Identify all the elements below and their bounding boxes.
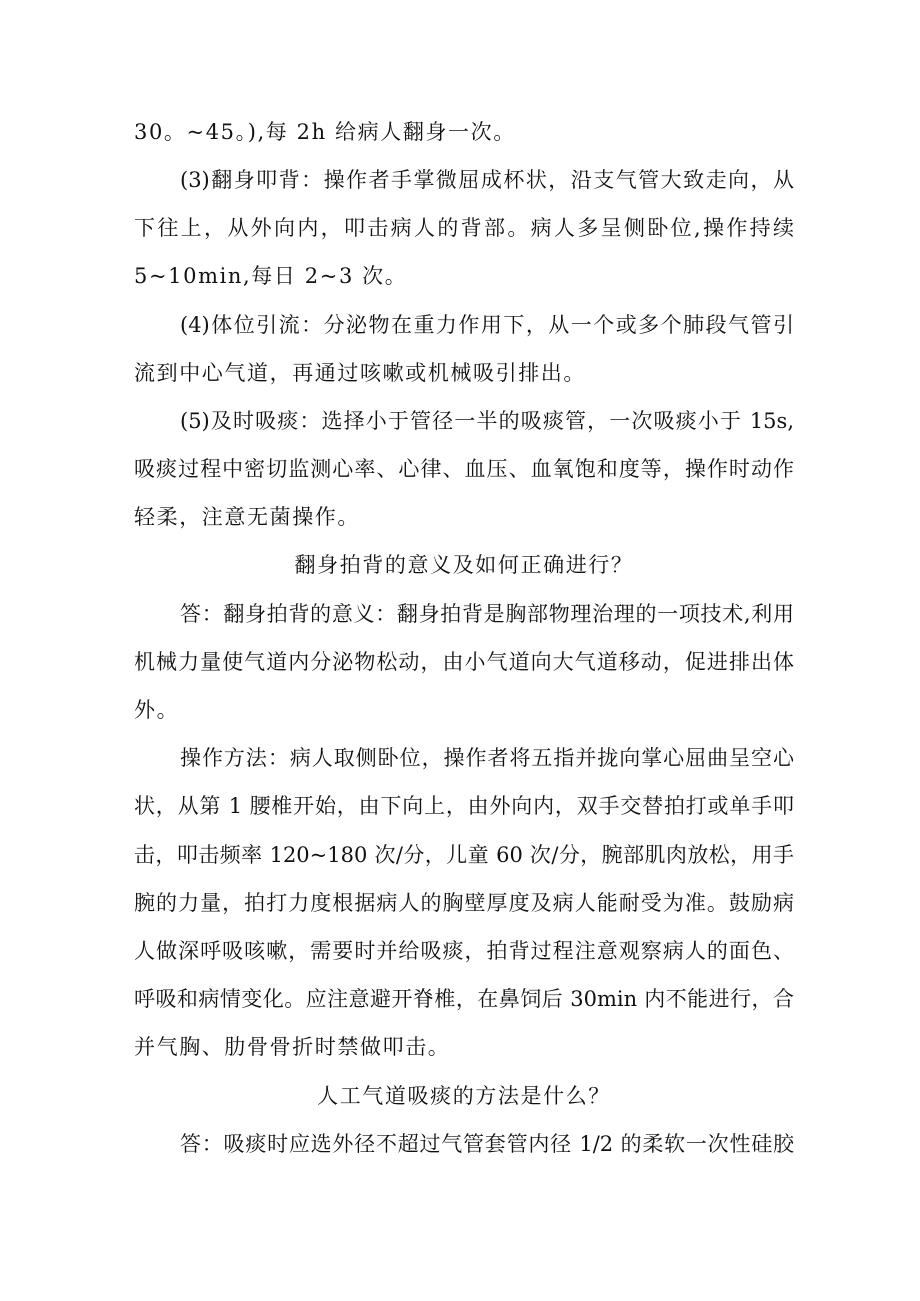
text-line: 轻柔，注意无菌操作。: [134, 505, 360, 529]
text-line: 答：翻身拍背的意义：翻身拍背是胸部物理治理的一项技术,利用: [180, 602, 794, 626]
text-line: 呼吸和病情变化。应注意避开脊椎，在鼻饲后 30min 内不能进行，合: [134, 987, 794, 1011]
text-line: 30。~45。),每 2h 给病人翻身一次。: [134, 120, 516, 144]
section-heading: 翻身拍背的意义及如何正确进行？: [294, 553, 634, 577]
text-line: 机械力量使气道内分泌物松动，由小气道向大气道移动，促进排出体: [134, 650, 794, 674]
text-line: (5)及时吸痰：选择小于管径一半的吸痰管，一次吸痰小于 15s,: [180, 409, 794, 433]
text-line: 流到中心气道，再通过咳嗽或机械吸引排出。: [134, 361, 586, 385]
text-line: 5~10min,每日 2~3 次。: [134, 264, 408, 288]
text-line: 腕的力量，拍打力度根据病人的胸壁厚度及病人能耐受为准。鼓励病: [134, 891, 794, 915]
text-line: 操作方法：病人取侧卧位，操作者将五指并拢向掌心屈曲呈空心: [180, 746, 794, 770]
text-line: 答：吸痰时应选外径不超过气管套管内径 1/2 的柔软一次性硅胶: [180, 1132, 794, 1156]
text-line: (4)体位引流：分泌物在重力作用下，从一个或多个肺段气管引: [180, 313, 794, 337]
text-line: 状，从第 1 腰椎开始，由下向上，由外向内，双手交替拍打或单手叩: [134, 794, 794, 818]
text-line: 击，叩击频率 120~180 次/分，儿童 60 次/分，腕部肌肉放松，用手: [134, 843, 794, 867]
text-line: 外。: [134, 698, 180, 722]
text-line: 下往上，从外向内，叩击病人的背部。病人多呈侧卧位,操作持续: [134, 216, 794, 240]
text-line: 并气胸、肋骨骨折时禁做叩击。: [134, 1035, 451, 1059]
text-line: (3)翻身叩背：操作者手掌微屈成杯状，沿支气管大致走向，从: [180, 168, 794, 192]
section-heading: 人工气道吸痰的方法是什么？: [317, 1084, 611, 1108]
text-line: 人做深呼吸咳嗽，需要时并给吸痰，拍背过程注意观察病人的面色、: [134, 939, 794, 963]
text-line: 吸痰过程中密切监测心率、心律、血压、血氧饱和度等，操作时动作: [134, 457, 794, 481]
